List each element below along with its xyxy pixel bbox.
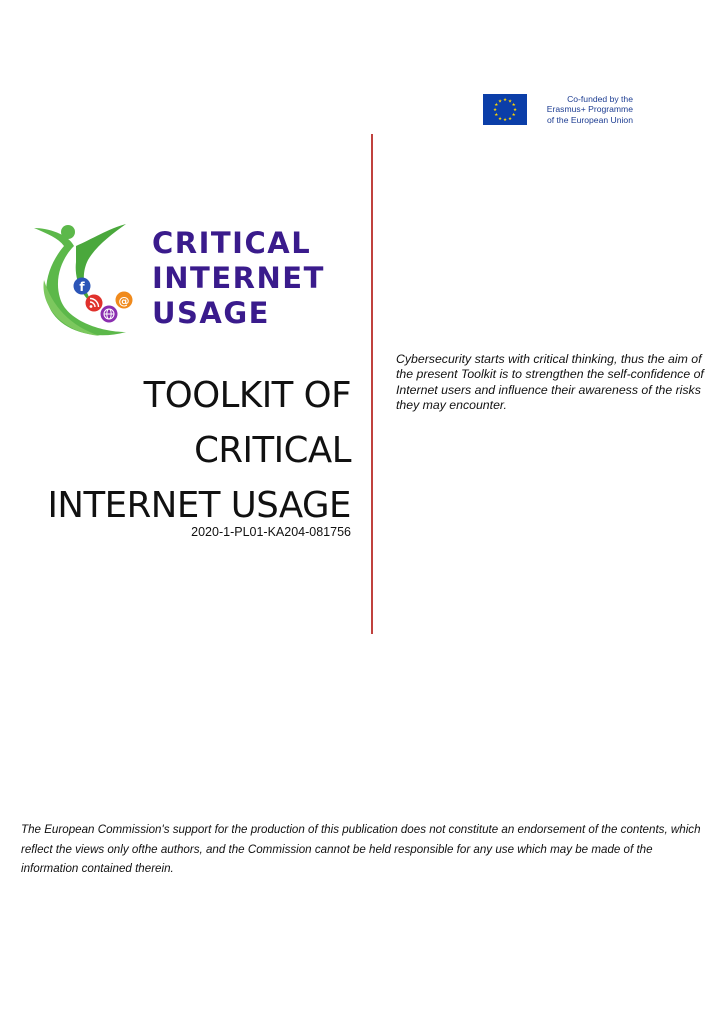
eu-star-icon: ★ bbox=[502, 98, 508, 104]
vertical-divider bbox=[371, 134, 373, 634]
eu-star-icon: ★ bbox=[511, 103, 516, 109]
title-line: INTERNET USAGE bbox=[47, 485, 351, 526]
intro-paragraph: Cybersecurity starts with critical thinking, thus the aim of the present Toolkit is to strengthen the self-confidence of Internet users and influence their awareness of the risks they may encounter. bbox=[396, 352, 704, 413]
eu-star-icon: ★ bbox=[494, 103, 499, 109]
title-line: TOOLKIT OF bbox=[143, 375, 351, 416]
svg-text:@: @ bbox=[118, 294, 130, 308]
rss-icon bbox=[86, 295, 103, 312]
eu-text-line: of the European Union bbox=[546, 114, 633, 125]
eu-cofunding-badge bbox=[483, 94, 633, 128]
eu-star-icon: ★ bbox=[494, 113, 499, 119]
facebook-icon bbox=[74, 278, 91, 295]
eu-flag-icon bbox=[483, 94, 527, 125]
eu-star-icon: ★ bbox=[507, 116, 513, 122]
document-title bbox=[31, 368, 351, 533]
eu-star-icon: ★ bbox=[497, 99, 503, 105]
logo-wordmark bbox=[152, 226, 325, 331]
eu-star-icon: ★ bbox=[502, 118, 508, 124]
critical-internet-usage-logo bbox=[30, 220, 350, 345]
eu-text-line: Erasmus+ Programme bbox=[546, 104, 633, 115]
logo-word: USAGE bbox=[152, 296, 270, 330]
eu-cofunding-text bbox=[533, 94, 633, 125]
globe-icon bbox=[101, 306, 118, 323]
at-sign-icon bbox=[116, 292, 133, 309]
project-code: 2020-1-PL01-KA204-081756 bbox=[191, 525, 351, 539]
title-line: CRITICAL bbox=[194, 430, 351, 471]
eu-star-icon: ★ bbox=[497, 116, 503, 122]
logo-swoosh-icon bbox=[30, 220, 150, 345]
eu-star-icon: ★ bbox=[511, 113, 516, 119]
logo-word: INTERNET bbox=[152, 261, 325, 295]
eu-star-icon: ★ bbox=[492, 108, 498, 114]
eu-text-line: Co-funded by the bbox=[567, 94, 633, 104]
eu-star-icon: ★ bbox=[512, 108, 518, 114]
svg-text:f: f bbox=[79, 280, 85, 294]
logo-word: CRITICAL bbox=[152, 226, 312, 260]
disclaimer-paragraph: The European Commission's support for the production of this publication does not constitute an endorsement of the contents, which reflect the views only ofthe authors, and the Commission cannot be held responsible for any use which may be made of the information contained therein. bbox=[21, 823, 701, 875]
eu-star-icon: ★ bbox=[507, 99, 513, 105]
